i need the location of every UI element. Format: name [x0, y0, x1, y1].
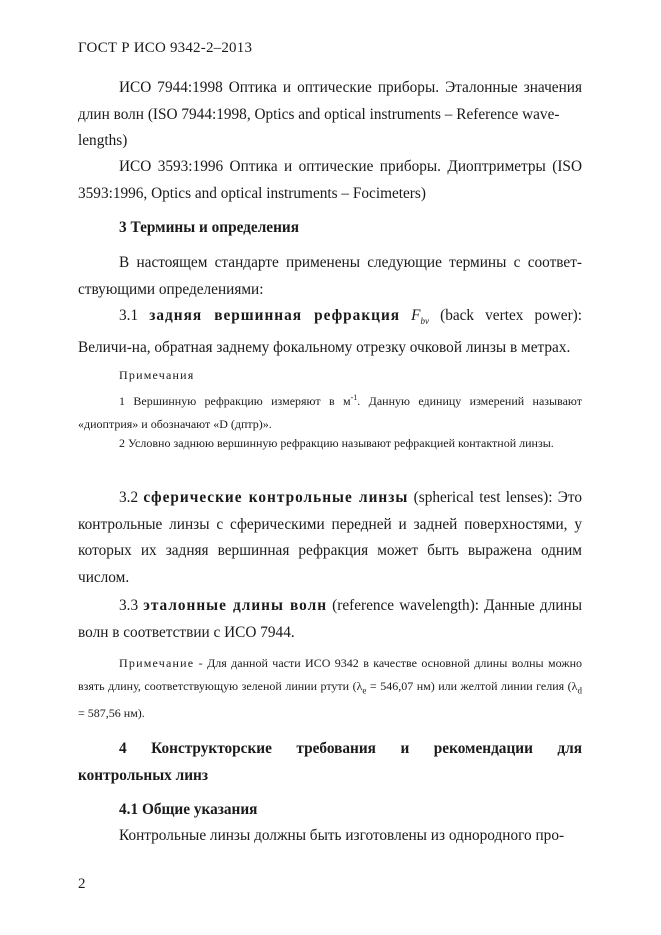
page-number: 2: [78, 876, 86, 892]
note-2: 2 Условно заднюю вершинную рефракцию называют рефракцией контактной линзы.: [119, 436, 554, 450]
document-header: ГОСТ Р ИСО 9342-2–2013: [78, 40, 253, 56]
term-3-2-definition: (spherical test lenses): Это контрольные линзы с сферическими передней и задней поверхностями, у которых их задняя вершинная рефракция может быть выражена одним числом.: [78, 489, 583, 586]
term-3-1-definition: (back vertex power): Величи-на, обратная заднему фокальному отрезку очковой линзы в метрах.: [78, 307, 583, 356]
reference-iso-7944-continuation: lengths): [78, 132, 128, 149]
term-3-3-number: 3.3: [119, 597, 139, 614]
note-1: 1 Вершинную рефракцию измеряют в $м^{-1}$. Данную единицу измерений называют «диоптрия» и обозначают «D (дптр)».: [78, 393, 582, 431]
section-4-1-paragraph: Контрольные линзы должны быть изготовлены из однородного про-: [119, 827, 565, 844]
section-4-1-heading: 4.1 Общие указания: [119, 801, 258, 818]
term-3-1-number: 3.1: [119, 307, 139, 324]
term-3-2-number: 3.2: [119, 489, 139, 506]
intro-paragraph: В настоящем стандарте применены следующие термины с соответ-ствующими определениями:: [78, 254, 582, 298]
term-3-2: [78, 485, 582, 591]
note-3-label: Примечание: [119, 656, 195, 670]
section-3-heading: 3 Термины и определения: [119, 219, 299, 236]
term-3-2-name: сферические контрольные линзы: [143, 489, 409, 506]
term-3-1-symbol: $F_{bv}$: [411, 307, 430, 327]
term-3-3-definition: (reference wavelength): Данные длины волн в соответствии с ИСО 7944.: [78, 597, 582, 641]
notes-label: Примечания: [119, 368, 195, 382]
reference-iso-3593: ИСО 3593:1996 Оптика и оптические приборы. Диоптриметры (ISO 3593:1996, Optics and optical instruments – Focimeters): [78, 158, 582, 202]
section-4-heading: 4 Конструкторские требования и рекомендации для контрольных линз: [78, 740, 583, 784]
reference-iso-7944: [78, 75, 582, 155]
term-3-1: [78, 303, 582, 361]
term-3-3: [78, 593, 582, 646]
term-3-1-name: задняя вершинная рефракция: [149, 307, 401, 324]
term-3-3-name: эталонные длины волн: [143, 597, 328, 614]
note-3: Примечание - Для данной части ИСО 9342 в качестве основной длины волны можно взять длину, соответствующую зеленой линии ртути ($\lambda_e = 546,07$ нм) или желтой линии гелия ($\lambda_d = 587,56$ нм).: [78, 656, 583, 721]
reference-iso-7944-text: ИСО 7944:1998 Оптика и оптические приборы. Эталонные значения длин волн (ISO 7944:1998, Optics and optical instruments – Reference wave-: [78, 79, 582, 123]
